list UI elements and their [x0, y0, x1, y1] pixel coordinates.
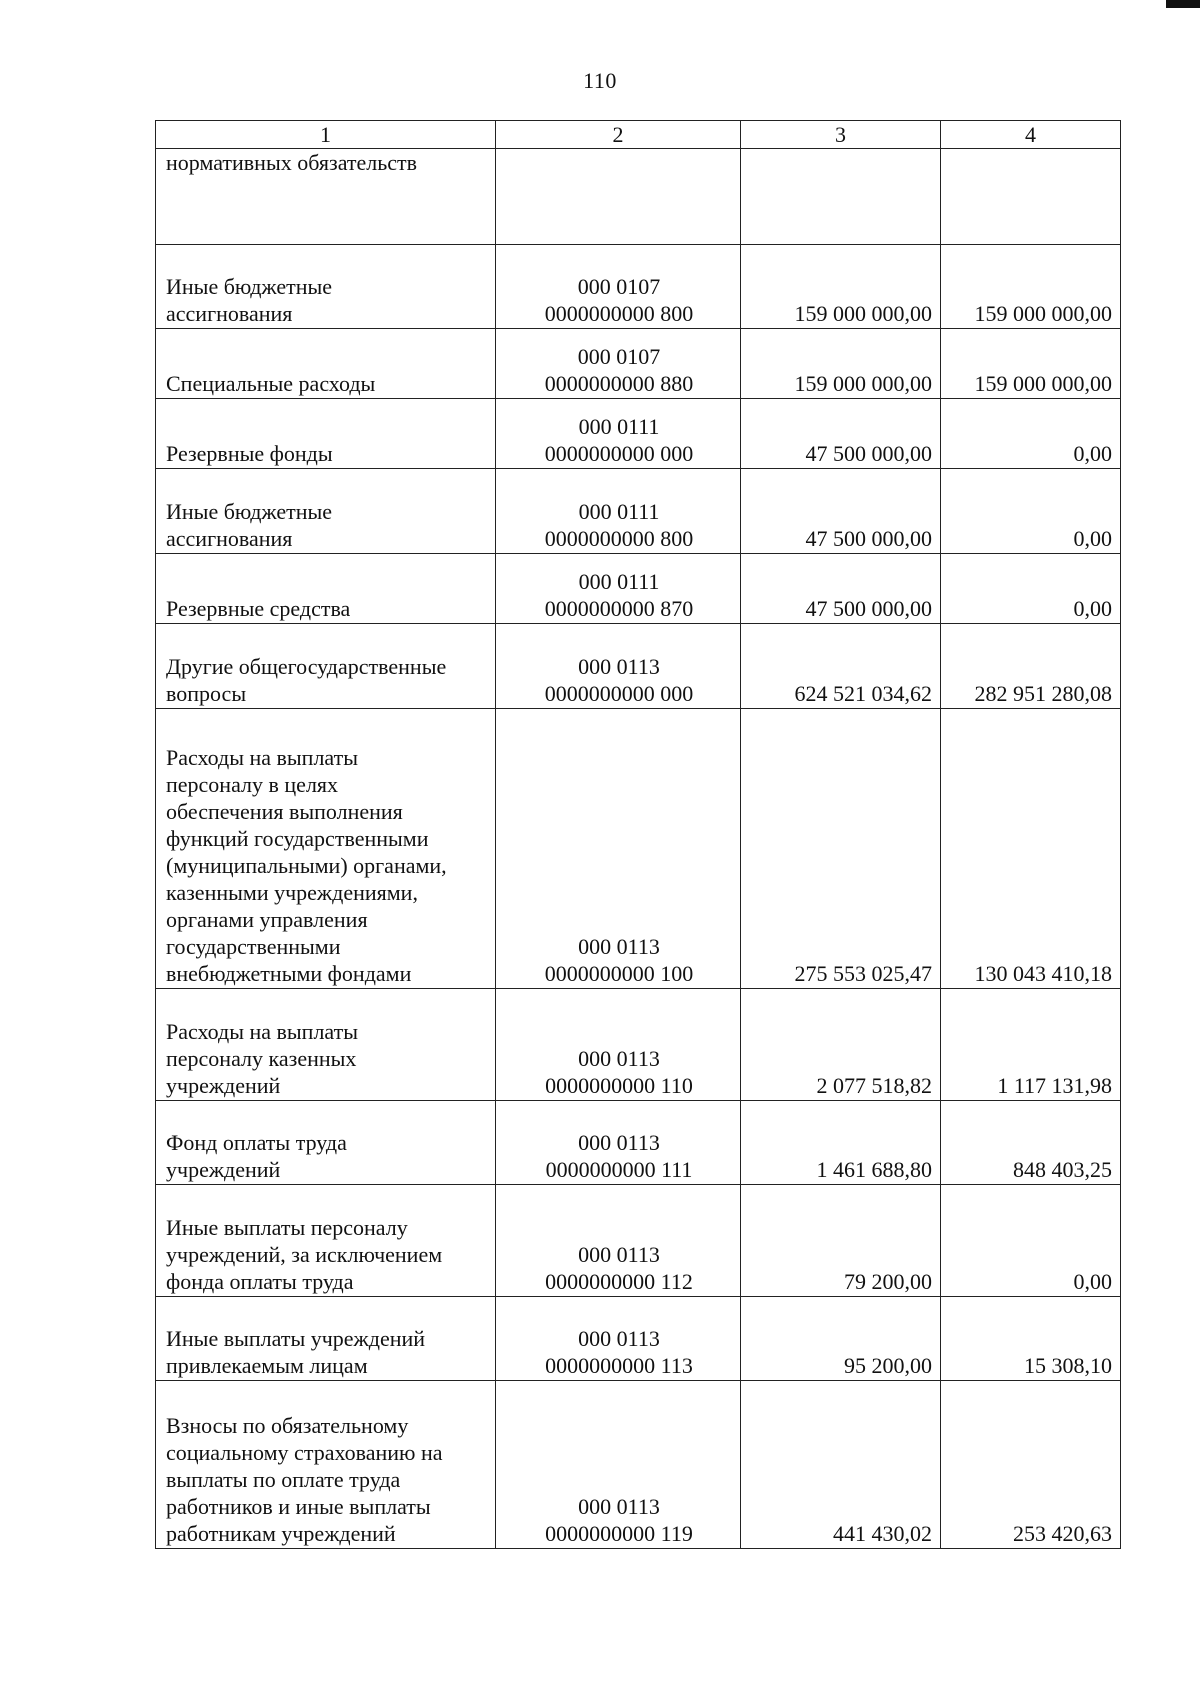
- row-code: 000 0113 0000000000 100: [496, 709, 741, 989]
- row-code: 000 0113 0000000000 119: [496, 1381, 741, 1549]
- row-value-col3: 79 200,00: [741, 1185, 941, 1297]
- row-value-col3: 95 200,00: [741, 1297, 941, 1381]
- row-value-col4: 0,00: [941, 399, 1121, 469]
- row-code: 000 0113 0000000000 112: [496, 1185, 741, 1297]
- row-value-col4: 282 951 280,08: [941, 624, 1121, 709]
- row-value-col4: 0,00: [941, 1185, 1121, 1297]
- row-name: Иные выплаты учреждений привлекаемым лицам: [156, 1297, 496, 1381]
- table-row: [156, 149, 1121, 245]
- row-name: Расходы на выплаты персоналу казенных учреждений: [156, 989, 496, 1101]
- row-name: Расходы на выплаты персоналу в целях обеспечения выполнения функций государственными (муниципальными) органами, казенными учреждениями, органами управления государственными внебюджетными фондами: [156, 709, 496, 989]
- row-value-col4: 130 043 410,18: [941, 709, 1121, 989]
- row-name: Специальные расходы: [156, 329, 496, 399]
- table-row: [156, 989, 1121, 1101]
- row-value-col4: 159 000 000,00: [941, 329, 1121, 399]
- row-value-col4: 0,00: [941, 554, 1121, 624]
- row-value-col3: 159 000 000,00: [741, 329, 941, 399]
- row-value-col3: 624 521 034,62: [741, 624, 941, 709]
- row-name: Фонд оплаты труда учреждений: [156, 1101, 496, 1185]
- row-value-col3: 275 553 025,47: [741, 709, 941, 989]
- row-name: Иные бюджетные ассигнования: [156, 469, 496, 554]
- header-cell-4: 4: [941, 121, 1121, 149]
- row-value-col4: 15 308,10: [941, 1297, 1121, 1381]
- row-name: Иные бюджетные ассигнования: [156, 245, 496, 329]
- row-name: Резервные средства: [156, 554, 496, 624]
- table-row: [156, 1185, 1121, 1297]
- row-name: Взносы по обязательному социальному страхованию на выплаты по оплате труда работников и иные выплаты работникам учреждений: [156, 1381, 496, 1549]
- scan-corner-mark: [1166, 0, 1200, 8]
- row-code: 000 0111 0000000000 870: [496, 554, 741, 624]
- header-cell-1: 1: [156, 121, 496, 149]
- table-row: [156, 1381, 1121, 1549]
- table-row: [156, 1101, 1121, 1185]
- row-code: 000 0107 0000000000 880: [496, 329, 741, 399]
- table-row: [156, 469, 1121, 554]
- row-value-col3: 47 500 000,00: [741, 469, 941, 554]
- table-row: [156, 1297, 1121, 1381]
- table-row: [156, 554, 1121, 624]
- table-header-row: [156, 121, 1121, 149]
- row-code: 000 0113 0000000000 113: [496, 1297, 741, 1381]
- row-value-col4: 1 117 131,98: [941, 989, 1121, 1101]
- row-name: Другие общегосударственные вопросы: [156, 624, 496, 709]
- row-value-col4: 159 000 000,00: [941, 245, 1121, 329]
- row-name: Иные выплаты персоналу учреждений, за исключением фонда оплаты труда: [156, 1185, 496, 1297]
- row-code: 000 0107 0000000000 800: [496, 245, 741, 329]
- row-value-col3: 1 461 688,80: [741, 1101, 941, 1185]
- row-value-col3: 47 500 000,00: [741, 554, 941, 624]
- row-value-col4: 0,00: [941, 469, 1121, 554]
- header-cell-2: 2: [496, 121, 741, 149]
- table-row: [156, 329, 1121, 399]
- budget-table: [155, 120, 1121, 1549]
- table-row: [156, 624, 1121, 709]
- row-value-col3: 159 000 000,00: [741, 245, 941, 329]
- table-row: [156, 399, 1121, 469]
- row-code: 000 0111 0000000000 800: [496, 469, 741, 554]
- page-number: 110: [583, 68, 617, 93]
- row-name: Резервные фонды: [156, 399, 496, 469]
- row-value-col4: 848 403,25: [941, 1101, 1121, 1185]
- header-cell-3: 3: [741, 121, 941, 149]
- row-code: 000 0113 0000000000 110: [496, 989, 741, 1101]
- row-value-col3: 47 500 000,00: [741, 399, 941, 469]
- row-value-col3: [741, 149, 941, 245]
- row-value-col4: 253 420,63: [941, 1381, 1121, 1549]
- row-name: нормативных обязательств: [156, 149, 496, 245]
- row-value-col3: 441 430,02: [741, 1381, 941, 1549]
- row-code: 000 0113 0000000000 111: [496, 1101, 741, 1185]
- row-code: 000 0111 0000000000 000: [496, 399, 741, 469]
- table-row: [156, 709, 1121, 989]
- row-value-col3: 2 077 518,82: [741, 989, 941, 1101]
- row-value-col4: [941, 149, 1121, 245]
- row-code: [496, 149, 741, 245]
- table-row: [156, 245, 1121, 329]
- row-code: 000 0113 0000000000 000: [496, 624, 741, 709]
